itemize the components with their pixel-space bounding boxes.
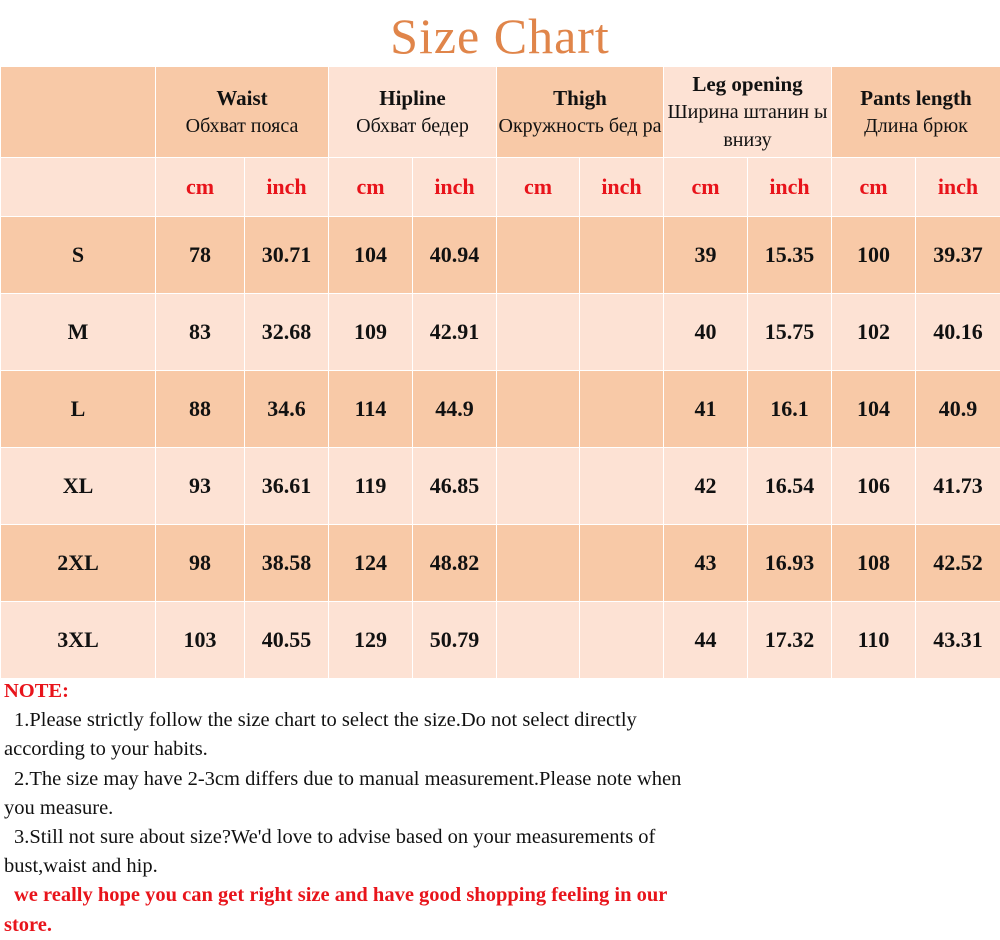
table-cell: 40.94	[413, 217, 497, 294]
table-cell: 17.32	[748, 602, 832, 679]
table-cell: 41	[664, 371, 748, 448]
table-cell	[580, 602, 664, 679]
column-subtitle: Окружность бед ра	[497, 112, 663, 140]
table-cell	[497, 294, 580, 371]
table-cell: 78	[156, 217, 245, 294]
table-cell	[497, 602, 580, 679]
table-cell: 106	[832, 448, 916, 525]
size-label: M	[1, 294, 156, 371]
table-row	[1, 371, 1000, 448]
notes-section	[4, 677, 684, 940]
unit-label: cm	[156, 158, 245, 217]
table-cell: 39.37	[916, 217, 1000, 294]
table-cell: 16.54	[748, 448, 832, 525]
unit-label: inch	[245, 158, 329, 217]
table-cell: 129	[329, 602, 413, 679]
table-cell: 119	[329, 448, 413, 525]
table-cell: 104	[329, 217, 413, 294]
column-subtitle: Ширина штанин ы внизу	[664, 98, 831, 154]
table-cell: 108	[832, 525, 916, 602]
column-header-hipline	[329, 67, 497, 158]
column-subtitle: Длина брюк	[832, 112, 1000, 140]
table-row	[1, 294, 1000, 371]
table-cell	[497, 371, 580, 448]
table-cell: 39	[664, 217, 748, 294]
table-cell: 38.58	[245, 525, 329, 602]
table-cell	[580, 448, 664, 525]
note-item: 1.Please strictly follow the size chart to select the size.Do not select directly according to your habits.	[4, 706, 684, 764]
table-cell: 44.9	[413, 371, 497, 448]
unit-label: cm	[329, 158, 413, 217]
note-item: 3.Still not sure about size?We'd love to advise based on your measurements of bust,waist and hip.	[4, 823, 684, 881]
note-item: 2.The size may have 2-3cm differs due to manual measurement.Please note when you measure.	[4, 765, 684, 823]
table-cell: 15.35	[748, 217, 832, 294]
table-cell: 46.85	[413, 448, 497, 525]
size-label: XL	[1, 448, 156, 525]
column-subtitle: Обхват пояса	[156, 112, 328, 140]
table-cell: 98	[156, 525, 245, 602]
column-title: Thigh	[497, 84, 663, 112]
table-cell: 42	[664, 448, 748, 525]
note-footer: we really hope you can get right size and have good shopping feeling in our store.	[4, 881, 684, 939]
table-cell: 110	[832, 602, 916, 679]
table-cell: 16.1	[748, 371, 832, 448]
column-title: Waist	[156, 84, 328, 112]
table-row	[1, 217, 1000, 294]
table-cell: 40	[664, 294, 748, 371]
size-chart-table	[0, 66, 1000, 679]
table-cell: 48.82	[413, 525, 497, 602]
table-cell: 40.16	[916, 294, 1000, 371]
unit-label: inch	[748, 158, 832, 217]
corner-cell	[1, 67, 156, 158]
unit-row	[1, 158, 1000, 217]
table-cell: 50.79	[413, 602, 497, 679]
column-title: Hipline	[329, 84, 496, 112]
size-label: 3XL	[1, 602, 156, 679]
column-title: Leg opening	[664, 70, 831, 98]
page-title: Size Chart	[0, 0, 1000, 66]
column-title: Pants length	[832, 84, 1000, 112]
table-cell: 102	[832, 294, 916, 371]
table-cell: 40.9	[916, 371, 1000, 448]
table-cell: 42.52	[916, 525, 1000, 602]
size-label: S	[1, 217, 156, 294]
table-row	[1, 602, 1000, 679]
size-label: 2XL	[1, 525, 156, 602]
table-row	[1, 448, 1000, 525]
table-cell: 83	[156, 294, 245, 371]
table-cell: 124	[329, 525, 413, 602]
table-row	[1, 525, 1000, 602]
column-header-leg-opening	[664, 67, 832, 158]
column-subtitle: Обхват бедер	[329, 112, 496, 140]
table-cell: 16.93	[748, 525, 832, 602]
table-cell	[497, 217, 580, 294]
column-header-pants-length	[832, 67, 1000, 158]
table-cell	[580, 525, 664, 602]
unit-label: cm	[497, 158, 580, 217]
table-cell: 103	[156, 602, 245, 679]
table-cell	[580, 371, 664, 448]
unit-label: cm	[664, 158, 748, 217]
table-cell: 104	[832, 371, 916, 448]
column-header-waist	[156, 67, 329, 158]
table-cell	[497, 448, 580, 525]
unit-label: cm	[832, 158, 916, 217]
table-cell: 43	[664, 525, 748, 602]
table-cell: 36.61	[245, 448, 329, 525]
unit-label: inch	[413, 158, 497, 217]
table-cell	[580, 294, 664, 371]
column-header-thigh	[497, 67, 664, 158]
note-heading: NOTE:	[4, 677, 684, 706]
table-cell: 42.91	[413, 294, 497, 371]
table-cell: 93	[156, 448, 245, 525]
table-cell	[580, 217, 664, 294]
header-row	[1, 67, 1000, 158]
table-cell: 44	[664, 602, 748, 679]
table-cell: 43.31	[916, 602, 1000, 679]
table-cell: 114	[329, 371, 413, 448]
table-cell: 100	[832, 217, 916, 294]
table-cell: 41.73	[916, 448, 1000, 525]
unit-label: inch	[916, 158, 1000, 217]
table-cell: 34.6	[245, 371, 329, 448]
table-cell: 88	[156, 371, 245, 448]
table-cell: 15.75	[748, 294, 832, 371]
table-cell	[497, 525, 580, 602]
table-cell: 32.68	[245, 294, 329, 371]
table-cell: 40.55	[245, 602, 329, 679]
size-label: L	[1, 371, 156, 448]
table-cell: 109	[329, 294, 413, 371]
unit-corner-cell	[1, 158, 156, 217]
table-cell: 30.71	[245, 217, 329, 294]
unit-label: inch	[580, 158, 664, 217]
